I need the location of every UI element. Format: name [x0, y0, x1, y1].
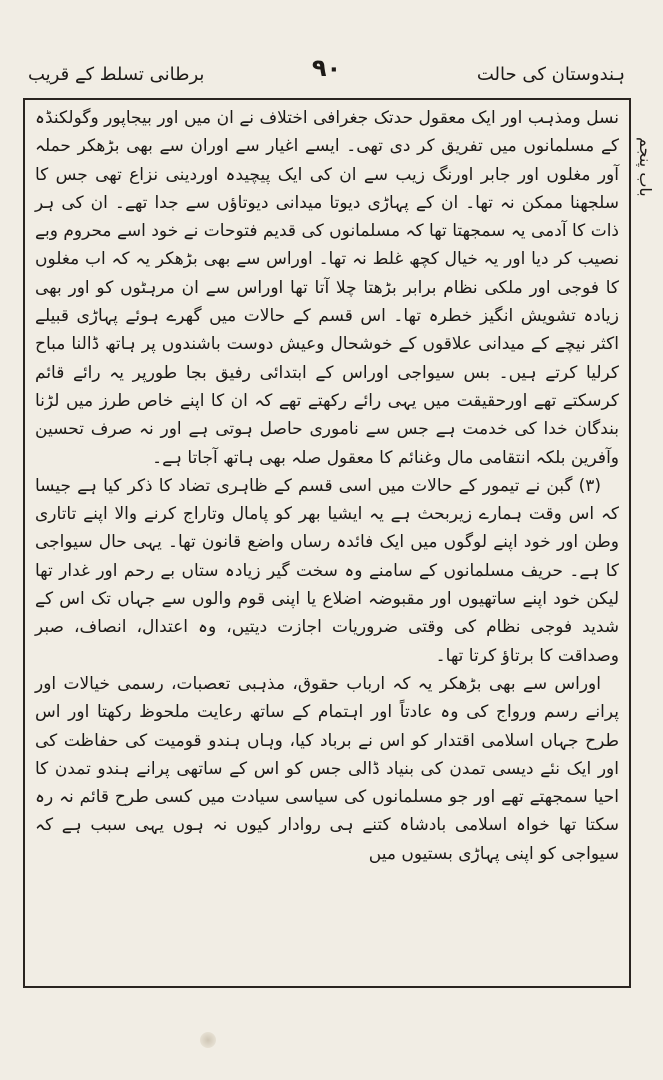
body-text [35, 104, 619, 980]
paragraph: (۳) گبن نے تیمور کے حالات میں اسی قسم کے ظاہری تضاد کا ذکر کیا ہے جیسا کہ اس وقت ہمارے زیربحث ہے یہ ایشیا بھر کو پامال وتاراج کرنے والا اپنے تاتاری وطن اور خود اپنے لوگوں میں ایک فائدہ رساں واضع قانون تھا۔ یہی حال سیواجی کا ہے۔ حریف مسلمانوں کے سامنے وہ سخت گیر زیادہ ستاں بے رحم اور غدار تھا لیکن خود اپنے ساتھیوں اور مقبوضہ اضلاع یا اپنی قوم والوں سے جہاں تک اس کے شدید فوجی نظام کی وقتی ضروریات اجازت دیتیں، وہ اعتدال، انصاف، صبر وصداقت کا برتاؤ کرتا تھا۔ [35, 475, 619, 666]
paragraph: نسل ومذہب اور ایک معقول حدتک جغرافی اختلاف نے ان میں اور بیجاپور وگولکنڈہ کے مسلمانوں میں تفریق کر دی تھی۔ ایسے اغیار سے اوران سے بھی بڑھکر حملہ آور مغلوں اور جابر اورنگ زیب سے ان کی ایک پیچیدہ اوردینی نزاع تھی جس کا سلجھنا ممکن نہ تھا۔ ان کے پہاڑی دیوتا میدانی دیوتاؤں سے جدا تھے۔ ان کی ہر ذات کا آدمی یہ سمجھتا تھا کہ مسلمانوں کی قدیم فتوحات نے خود اسے محروم وبے نصیب کر دیا اور یہ خیال کچھ غلط نہ تھا۔ اوراس سے بھی بڑھکر یہ کہ اب مغلوں کا فوجی اور ملکی نظام برابر بڑھتا چلا آتا تھا اوراس سے ان مرہٹوں کو اور بھی زیادہ تشویش انگیز خطرہ تھا۔ اس قسم کے حالات میں گھرے ہوئے پہاڑی قبیلے اکثر نیچے کے میدانی علاقوں کے خوشحال وعیش دوست باشندوں پر ہاتھ ڈالنا مباح کرلیا کرتے ہیں۔ بس سیواجی اوراس کے ابتدائی رفیق بجا طورپر یہ رائے قائم کرسکتے تھے اورحقیقت میں یہی رائے رکھتے تھے کہ ان کا اپنے خاص طرز میں لڑنا بندگان خدا کی خدمت ہے جس سے ناموری حاصل ہوتی ہے اور نہ صرف تحسین وآفرین بلکہ انتقامی مال وغنائم کا معقول صلہ بھی ہاتھ آجاتا ہے۔ [35, 108, 619, 468]
page-number: ۹۰ [311, 54, 342, 82]
header-book-title: ہندوستان کی حالت [476, 64, 625, 85]
chapter-side-label: باب پنجم [636, 137, 655, 197]
running-header [28, 52, 625, 92]
paragraph: اوراس سے بھی بڑھکر یہ کہ ارباب حقوق، مذہبی تعصبات، رسمی خیالات اور پرانے رسم ورواج کی وہ عادتاً اور اہتمام کے ساتھ رعایت ملحوظ رکھتا اور اس طرح جہاں اسلامی اقتدار کو اس نے برباد کیا، وہاں ہندو قومیت کی حفاظت کی اور ایک نئے دیسی تمدن کی بنیاد ڈالی جس کو اس کے ساتھی پرانے ہندو تمدن کا احیا سمجھتے تھے اور جو مسلمانوں کی سیاسی سیادت میں کسی طرح قائم نہ رہ سکتا تھا خواہ اسلامی بادشاہ کتنے ہی روادار کیوں نہ ہوں یہی سبب ہے کہ سیواجی کو اپنی پہاڑی بستیوں میں [35, 673, 619, 864]
paper-stain-mark [200, 1032, 216, 1048]
text-frame [23, 98, 631, 988]
header-chapter-title: برطانی تسلط کے قریب [28, 64, 205, 85]
